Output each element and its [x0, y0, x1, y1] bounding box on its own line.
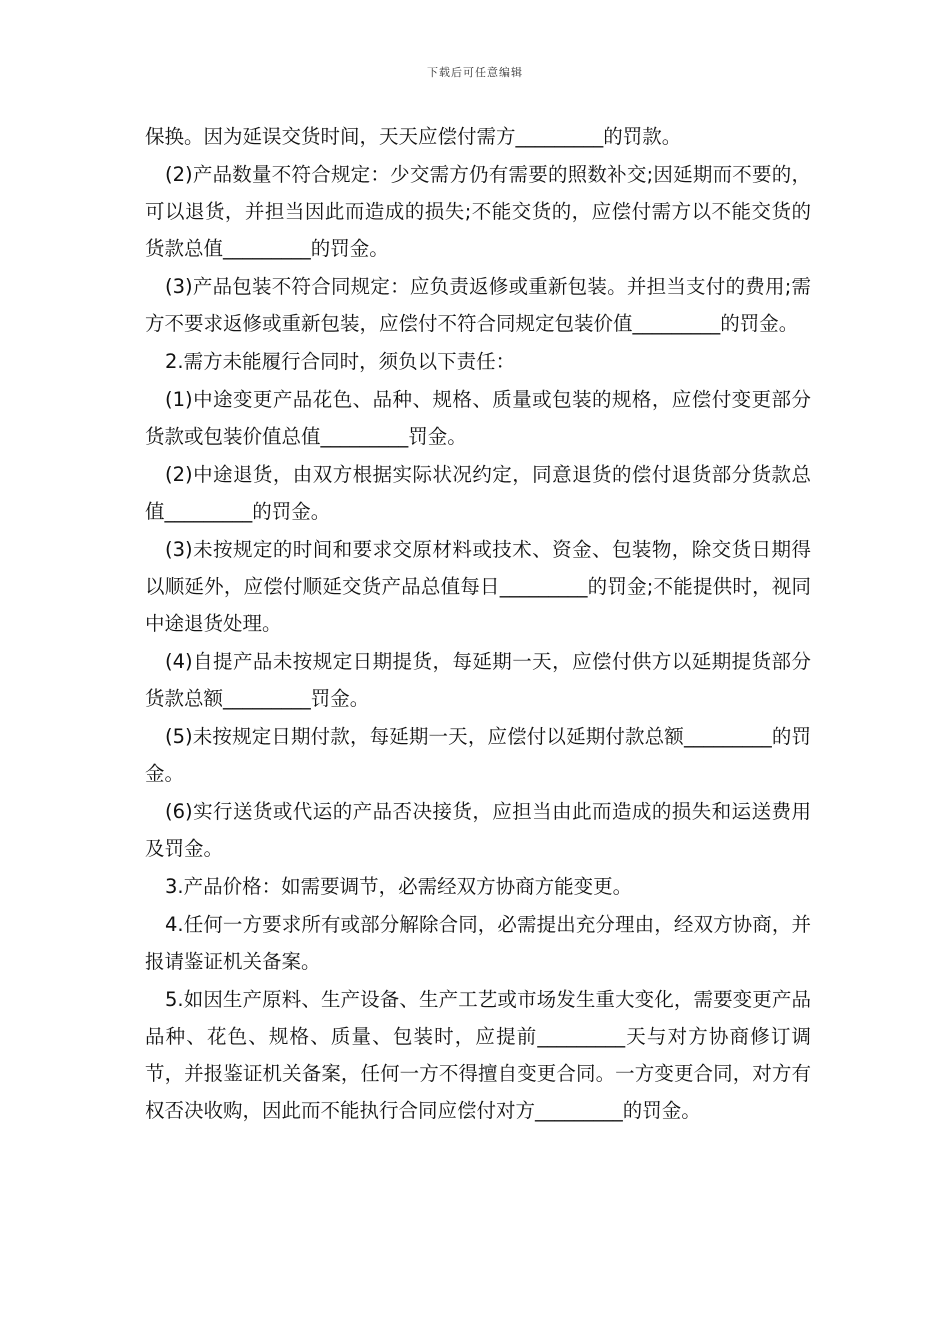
paragraph-pickup-clause: (4)自提产品未按规定日期提货，每延期一天，应偿付供方以延期提货部分货款总额_________罚金。 — [145, 650, 811, 710]
paragraph-major-change-clause: 5.如因生产原料、生产设备、生产工艺或市场发生重大变化，需要变更产品品种、花色、规格、质量、包装时，应提前_________天与对方协商修订调节，并报鉴证机关备案，任何一方不得擅自变更合同。一方变更合同，对方有权否决收购，因此而不能执行合同应偿付对方_________的罚金。 — [145, 988, 811, 1122]
page-header: 下载后可任意编辑 — [427, 66, 523, 79]
paragraph-termination-clause: 4.任何一方要求所有或部分解除合同，必需提出充分理由，经双方协商，并报请鉴证机关备案。 — [145, 913, 811, 973]
paragraph-change-clause: (1)中途变更产品花色、品种、规格、质量或包装的规格，应偿付变更部分货款或包装价值总值_________罚金。 — [145, 388, 811, 448]
document-body — [145, 118, 811, 1130]
paragraph-return-clause: (2)中途退货，由双方根据实际状况约定，同意退货的偿付退货部分货款总值_________的罚金。 — [145, 463, 811, 523]
paragraph-buyer-liability-heading: 2.需方未能履行合同时，须负以下责任： — [165, 350, 516, 373]
paragraph-packaging-clause: (3)产品包装不符合同规定：应负责返修或重新包装。并担当支付的费用;需方不要求返修或重新包装，应偿付不符合同规定包装价值_________的罚金。 — [145, 275, 811, 335]
paragraph-delivery-refusal-clause: (6)实行送货或代运的产品否决接货，应担当由此而造成的损失和运送费用及罚金。 — [145, 800, 811, 860]
paragraph-payment-clause: (5)未按规定日期付款，每延期一天，应偿付以延期付款总额_________的罚金。 — [145, 725, 811, 785]
paragraph-materials-clause: (3)未按规定的时间和要求交原材料或技术、资金、包装物，除交货日期得以顺延外，应偿付顺延交货产品总值每日_________的罚金;不能提供时，视同中途退货处理。 — [145, 538, 811, 635]
paragraph-continuation: 保换。因为延误交货时间，天天应偿付需方_________的罚款。 — [145, 125, 682, 148]
paragraph-quantity-clause: (2)产品数量不符合规定：少交需方仍有需要的照数补交;因延期而不要的，可以退货，并担当因此而造成的损失;不能交货的，应偿付需方以不能交货的货款总值_________的罚金。 — [145, 163, 811, 260]
paragraph-price-clause: 3.产品价格：如需要调节，必需经双方协商方能变更。 — [165, 875, 633, 898]
